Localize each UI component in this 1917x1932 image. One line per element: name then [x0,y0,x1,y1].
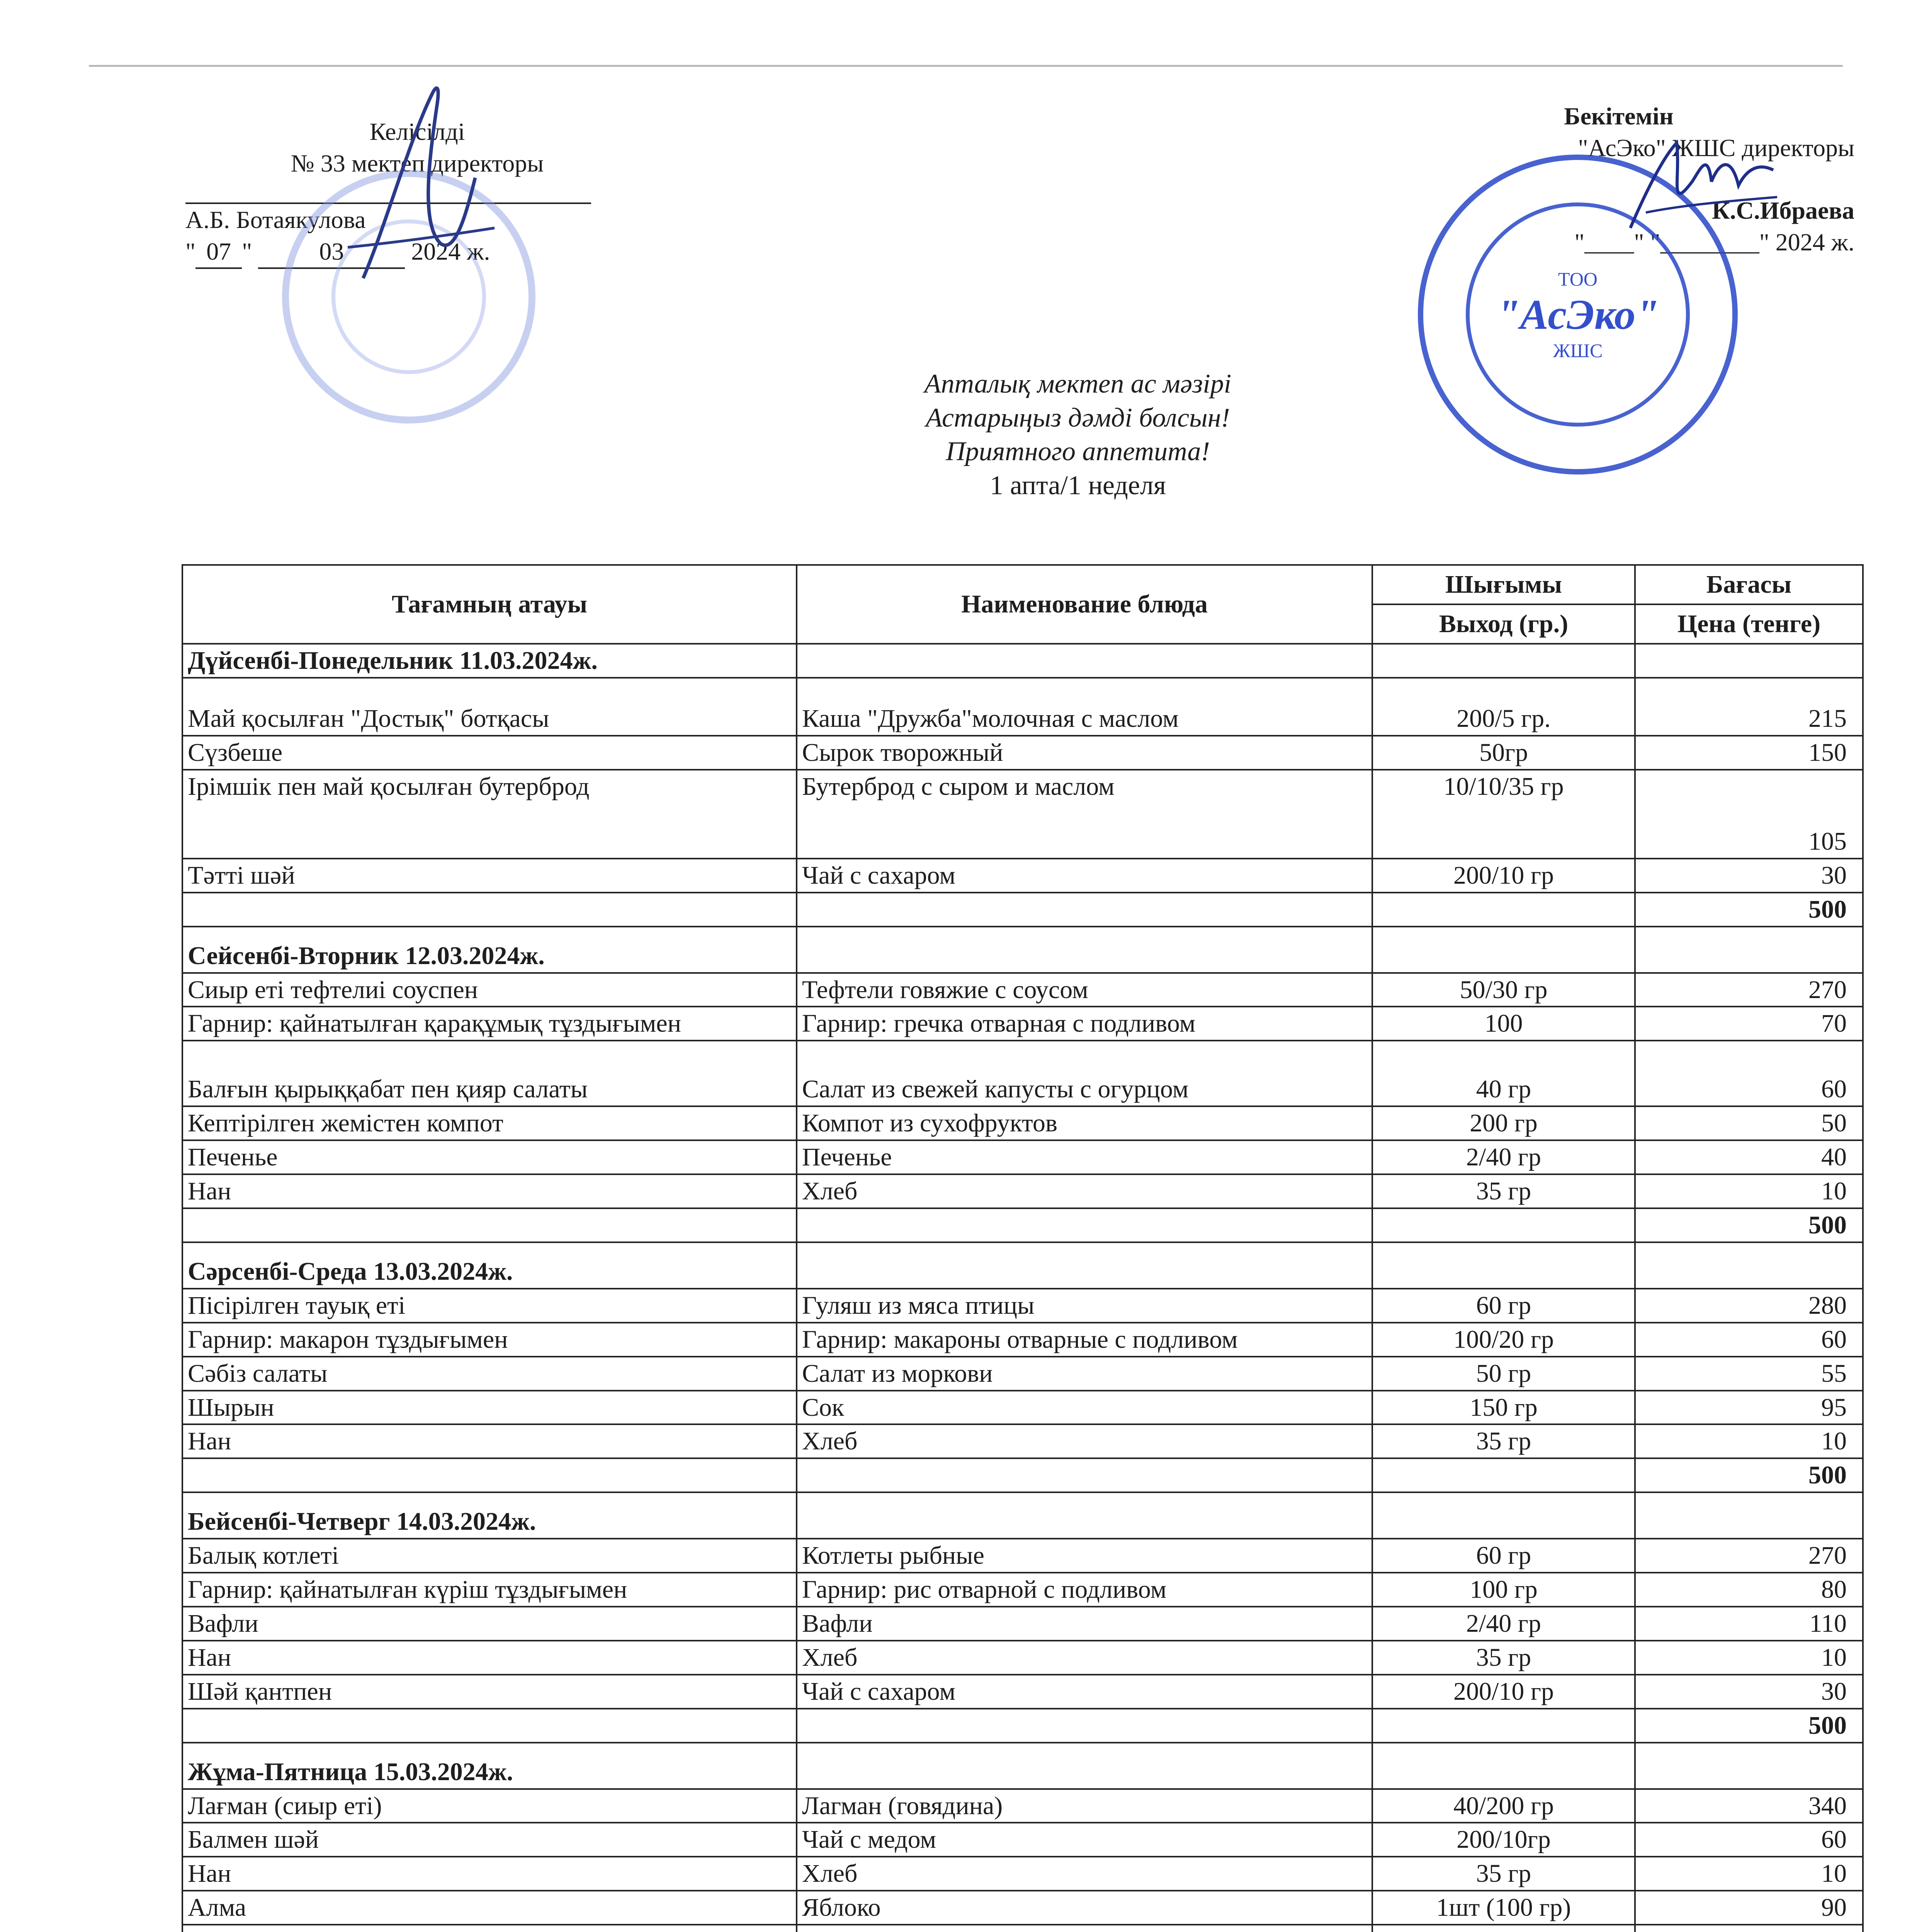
dish-kz: Вафли [182,1607,797,1641]
table-row [182,1140,1863,1174]
stamp-top-text: ТОО [1558,268,1598,290]
dish-ru: Хлеб [797,1174,1372,1208]
dish-output: 35 гр [1372,1857,1635,1891]
dish-ru: Гарнир: гречка отварная с подливом [797,1007,1372,1041]
approved-label: Бекітемін [1564,102,1674,130]
dish-output: 40/200 гр [1372,1789,1635,1823]
total-row [182,1458,1863,1492]
title-line-2: Астарыңыз дәмді болсын! [926,403,1230,433]
dish-kz: Алма [182,1891,797,1925]
col-header-price-kz: Бағасы [1635,565,1863,604]
dish-ru: Салат из моркови [797,1357,1372,1391]
dish-output: 50/30 гр [1372,973,1635,1007]
dish-price: 90 [1635,1891,1863,1925]
dish-ru: Чай с сахаром [797,859,1372,893]
weekly-menu-table [182,564,1864,1932]
day-title: Жұма-Пятница 15.03.2024ж. [182,1743,797,1789]
dish-kz: Нан [182,1424,797,1458]
dish-output: 60 гр [1372,1539,1635,1573]
dish-ru: Печенье [797,1140,1372,1174]
dish-kz: Балық котлеті [182,1539,797,1573]
day-row-tuesday [182,927,1863,973]
day-title: Дүйсенбі-Понедельник 11.03.2024ж. [182,644,797,678]
stamp-company-name: "АсЭко" [1496,291,1659,338]
dish-price: 215 [1635,678,1863,736]
table-row [182,859,1863,893]
dish-output: 200/5 гр. [1372,678,1635,736]
dish-output: 50гр [1372,736,1635,770]
dish-price: 60 [1635,1823,1863,1857]
dish-ru: Чай с сахаром [797,1675,1372,1709]
dish-ru: Вафли [797,1607,1372,1641]
menu-title-block [734,367,1422,502]
day-total: 500 [1635,893,1863,927]
dish-kz: Гарнир: қайнатылған қарақұмық тұздығымен [182,1007,797,1041]
dish-kz: Гарнир: қайнатылған күріш тұздығымен [182,1573,797,1607]
dish-ru: Хлеб [797,1641,1372,1675]
dish-kz: Балмен шәй [182,1823,797,1857]
table-row [182,678,1863,736]
col-header-price-ru: Цена (тенге) [1635,604,1863,644]
dish-output: 2/40 гр [1372,1607,1635,1641]
dish-output: 40 гр [1372,1041,1635,1106]
table-row [182,1424,1863,1458]
table-row [182,1823,1863,1857]
dish-price: 150 [1635,736,1863,770]
company-director-name: К.С.Ибраева [1712,196,1854,224]
dish-ru: Хлеб [797,1857,1372,1891]
table-row [182,1041,1863,1106]
table-row [182,1007,1863,1041]
dish-ru: Гарнир: макароны отварные с подливом [797,1323,1372,1357]
dish-kz: Печенье [182,1140,797,1174]
dish-kz: Сүзбеше [182,736,797,770]
dish-ru: Сырок творожный [797,736,1372,770]
dish-ru: Сок [797,1391,1372,1425]
dish-kz: Май қосылған "Достық" ботқасы [182,678,797,736]
dish-output: 60 гр [1372,1289,1635,1323]
dish-price: 105 [1635,770,1863,859]
dish-price: 30 [1635,1675,1863,1709]
dish-kz: Лағман (сиыр еті) [182,1789,797,1823]
day-row-thursday [182,1492,1863,1539]
dish-price: 270 [1635,1539,1863,1573]
dish-kz: Тәтті шәй [182,859,797,893]
company-approval-date: "____" "________" 2024 ж. [1574,228,1854,256]
dish-ru: Хлеб [797,1424,1372,1458]
col-header-output-kz: Шығымы [1372,565,1635,604]
dish-kz: Гарнир: макарон тұздығымен [182,1323,797,1357]
table-row [182,1675,1863,1709]
day-title: Сәрсенбі-Среда 13.03.2024ж. [182,1242,797,1289]
dish-ru: Чай с медом [797,1823,1372,1857]
title-line-3: Приятного аппетита! [946,437,1210,466]
day-total: 500 [1635,1458,1863,1492]
title-line-1: Апталық мектеп ас мәзірі [924,369,1232,399]
dish-output: 1шт (100 гр) [1372,1891,1635,1925]
dish-ru: Яблоко [797,1891,1372,1925]
dish-output: 10/10/35 гр [1372,770,1635,859]
dish-output: 100/20 гр [1372,1323,1635,1357]
dish-kz: Нан [182,1174,797,1208]
dish-price: 30 [1635,859,1863,893]
table-row [182,1857,1863,1891]
dish-output: 200/10гр [1372,1823,1635,1857]
date-year: 2024 ж. [411,237,490,265]
table-row [182,1539,1863,1573]
day-title: Бейсенбі-Четверг 14.03.2024ж. [182,1492,797,1539]
dish-ru: Салат из свежей капусты с огурцом [797,1041,1372,1106]
dish-price: 10 [1635,1857,1863,1891]
day-total: 500 [1635,1709,1863,1743]
dish-kz: Шырын [182,1391,797,1425]
dish-output: 100 [1372,1007,1635,1041]
dish-price: 60 [1635,1041,1863,1106]
table-row [182,1391,1863,1425]
director-signature-left [340,62,502,301]
day-row-friday [182,1743,1863,1789]
table-row [182,1106,1863,1140]
agreed-label: Келісілді [369,118,465,145]
dish-output: 200 гр [1372,1106,1635,1140]
dish-kz: Шәй қантпен [182,1675,797,1709]
dish-price: 95 [1635,1391,1863,1425]
school-director-position: № 33 мектеп директоры [291,149,544,177]
dish-price: 10 [1635,1424,1863,1458]
dish-ru: Бутерброд с сыром и маслом [797,770,1372,859]
table-row [182,973,1863,1007]
company-director-position: "АсЭко" ЖШС директоры [1578,134,1854,162]
empty-row [182,1925,1863,1932]
dish-price: 270 [1635,973,1863,1007]
dish-price: 80 [1635,1573,1863,1607]
table-row [182,1891,1863,1925]
day-row-monday [182,644,1863,678]
total-row [182,1709,1863,1743]
dish-kz: Кептірілген жемістен компот [182,1106,797,1140]
table-row [182,1573,1863,1607]
table-row [182,1323,1863,1357]
dish-price: 60 [1635,1323,1863,1357]
dish-ru: Лагман (говядина) [797,1789,1372,1823]
dish-kz: Нан [182,1641,797,1675]
table-row [182,1789,1863,1823]
dish-output: 200/10 гр [1372,1675,1635,1709]
day-total: 500 [1635,1208,1863,1242]
table-row [182,770,1863,859]
table-row [182,1641,1863,1675]
col-header-output-ru: Выход (гр.) [1372,604,1635,644]
dish-price: 280 [1635,1289,1863,1323]
dish-output: 35 гр [1372,1424,1635,1458]
date-day: 07 [195,236,242,269]
dish-price: 40 [1635,1140,1863,1174]
director-signature-right [1623,128,1785,251]
dish-price: 70 [1635,1007,1863,1041]
dish-output: 200/10 гр [1372,859,1635,893]
total-row [182,893,1863,927]
dish-price: 110 [1635,1607,1863,1641]
dish-price: 10 [1635,1641,1863,1675]
dish-kz: Пісірілген тауық еті [182,1289,797,1323]
dish-output: 50 гр [1372,1357,1635,1391]
dish-ru: Котлеты рыбные [797,1539,1372,1573]
dish-ru: Гуляш из мяса птицы [797,1289,1372,1323]
dish-output: 35 гр [1372,1174,1635,1208]
table-row [182,736,1863,770]
dish-price: 55 [1635,1357,1863,1391]
date-quote: " [185,237,196,265]
dish-price: 340 [1635,1789,1863,1823]
dish-ru: Компот из сухофруктов [797,1106,1372,1140]
dish-ru: Тефтели говяжие с соусом [797,973,1372,1007]
col-header-ru-name: Наименование блюда [797,565,1372,644]
dish-kz: Сәбіз салаты [182,1357,797,1391]
dish-ru: Гарнир: рис отварной с подливом [797,1573,1372,1607]
dish-output: 150 гр [1372,1391,1635,1425]
table-row [182,1357,1863,1391]
table-row [182,1174,1863,1208]
dish-price: 50 [1635,1106,1863,1140]
date-month: 03 [258,236,405,269]
table-row [182,1289,1863,1323]
dish-output: 100 гр [1372,1573,1635,1607]
dish-kz: Сиыр еті тефтелиі соуспен [182,973,797,1007]
dish-ru: Каша "Дружба"молочная с маслом [797,678,1372,736]
school-director-name: А.Б. Ботаякулова [185,206,366,233]
dish-kz: Балғын қырыққабат пен қияр салаты [182,1041,797,1106]
dish-kz: Нан [182,1857,797,1891]
dish-output: 35 гр [1372,1641,1635,1675]
dish-output: 2/40 гр [1372,1140,1635,1174]
day-row-wednesday [182,1242,1863,1289]
approval-date: " 07 " 03 2024 ж. [185,236,649,269]
table-row [182,1607,1863,1641]
dish-kz: Ірімшік пен май қосылған бутерброд [182,770,797,859]
day-title: Сейсенбі-Вторник 12.03.2024ж. [182,927,797,973]
stamp-bottom-text: ЖШС [1553,339,1603,361]
col-header-kz-name: Тағамның атауы [182,565,797,644]
week-label: 1 апта/1 неделя [990,470,1166,500]
total-row [182,1208,1863,1242]
dish-price: 10 [1635,1174,1863,1208]
